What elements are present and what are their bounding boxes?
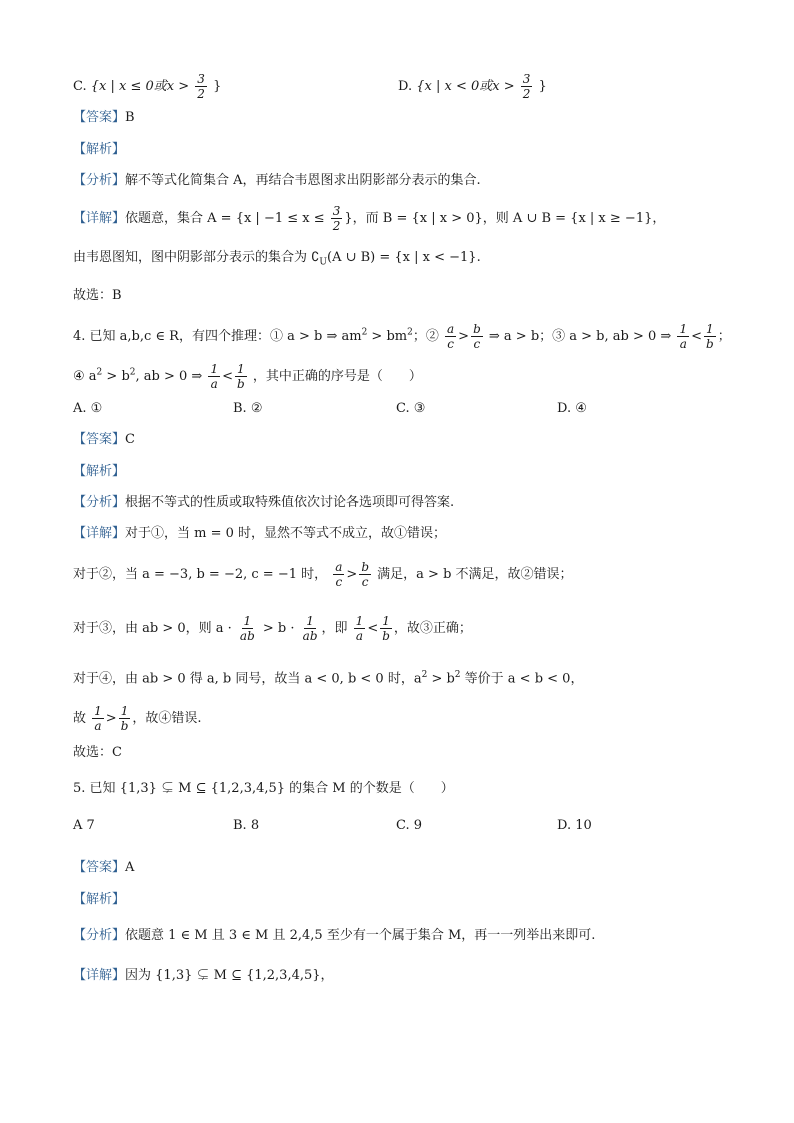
denominator: a <box>355 629 364 643</box>
answer-value: B <box>125 110 135 125</box>
numerator: 1 <box>243 614 252 628</box>
answer-tag: 【答案】 <box>73 110 126 125</box>
numerator: 3 <box>197 72 205 86</box>
q4-option-b: B. ② <box>233 401 263 416</box>
answer-tag: 【答案】 <box>73 860 126 875</box>
q4-xiangjie-3 <box>73 614 472 643</box>
xiangjie-text: }，而 B = {x | x > 0}，则 A ∪ B = {x | x ≥ −1}， <box>344 211 666 226</box>
fenxi-text: 依题意 1 ∈ M 且 3 ∈ M 且 2,4,5 至少有一个属于集合 M，再一一列举出来即可. <box>125 928 596 943</box>
numerator: 1 <box>210 362 219 376</box>
denominator: b <box>382 629 390 643</box>
xiangjie-text: 依题意，集合 A = {x | −1 ≤ x ≤ <box>125 211 325 226</box>
text: ，故④错误. <box>132 711 202 726</box>
fraction <box>208 362 220 391</box>
numerator: 3 <box>522 72 531 86</box>
subscript: U <box>319 257 327 268</box>
q3-fenxi <box>73 171 481 191</box>
fraction <box>354 614 366 643</box>
denominator: 2 <box>522 87 531 101</box>
q5-jiexi <box>73 890 125 910</box>
exponent: 2 <box>361 327 368 338</box>
q4-xiangjie-5 <box>73 704 202 733</box>
option-letter: C. <box>73 79 87 94</box>
denominator: a <box>94 719 102 733</box>
fraction <box>704 322 716 351</box>
q4-option-c: C. ③ <box>396 401 426 416</box>
q3-option-c <box>73 72 221 101</box>
q4-guxuan <box>73 743 122 763</box>
q5-stem <box>73 779 454 799</box>
fraction <box>359 560 371 589</box>
q4-option-d: D. ④ <box>557 401 587 416</box>
q5-option-d: D. 10 <box>557 818 592 833</box>
exponent: 2 <box>421 670 428 680</box>
denominator: 2 <box>332 219 341 233</box>
xiangjie-tag: 【详解】 <box>73 211 126 226</box>
fraction <box>331 204 343 233</box>
text: 对于④，由 ab > 0 得 a, b 同号，故当 a < 0, b < 0 时，a <box>73 671 422 687</box>
operator: > <box>346 567 358 582</box>
jiexi-tag: 【解析】 <box>73 892 126 907</box>
text: 满足，a > b 不满足，故②错误； <box>377 567 573 582</box>
q5-answer <box>73 858 134 878</box>
q4-answer <box>73 430 135 450</box>
brace: } <box>213 79 222 94</box>
denominator: 2 <box>197 87 205 101</box>
text: > b · <box>262 621 295 636</box>
q4-fenxi <box>73 493 454 513</box>
answer-tag: 【答案】 <box>73 432 126 447</box>
q3-line2 <box>73 248 481 273</box>
fraction <box>301 614 320 643</box>
text: > b <box>427 671 455 687</box>
exponent: 2 <box>407 327 413 338</box>
text: ⇒ a > b；③ a > b, ab > 0 ⇒ <box>488 329 672 344</box>
q3-guxuan <box>73 286 122 306</box>
numerator: b <box>473 322 481 336</box>
q5-fenxi <box>73 926 595 946</box>
denominator: c <box>447 337 454 351</box>
exponent: 2 <box>454 670 461 680</box>
q3-option-d <box>398 72 547 101</box>
q5-option-b: B. 8 <box>233 818 260 833</box>
fraction <box>119 704 131 733</box>
denominator: b <box>120 719 129 733</box>
fraction <box>380 614 392 643</box>
text: 4. 已知 a,b,c ∈ R，有四个推理：① a > b ⇒ am <box>73 329 362 344</box>
q5-option-c: C. 9 <box>396 818 423 833</box>
fenxi-text: 根据不等式的性质或取特殊值依次讨论各选项即可得答案. <box>125 495 455 510</box>
denominator: c <box>361 575 369 589</box>
q4-stem-line1 <box>73 322 731 351</box>
text: > bm <box>367 329 408 344</box>
denominator: c <box>335 575 343 589</box>
text: 故 <box>73 711 87 726</box>
fenxi-tag: 【分析】 <box>73 495 126 510</box>
exponent: 2 <box>129 367 136 378</box>
operator: < <box>367 621 379 636</box>
fraction <box>195 72 207 101</box>
denominator: ab <box>239 629 255 643</box>
text: ，其中正确的序号是（ ） <box>252 369 422 384</box>
text: (A ∪ B) = {x | x < −1}. <box>327 250 481 265</box>
numerator: b <box>361 560 370 574</box>
q4-stem-line2 <box>73 362 422 391</box>
fraction <box>471 322 483 351</box>
numerator: 1 <box>706 322 714 336</box>
operator: > <box>105 711 117 726</box>
numerator: 1 <box>679 322 688 336</box>
numerator: 3 <box>332 204 341 218</box>
q3-xiangjie <box>73 204 665 233</box>
fraction <box>521 72 533 101</box>
fenxi-tag: 【分析】 <box>73 928 126 943</box>
fraction <box>238 614 257 643</box>
q4-option-a: A. ① <box>73 401 103 416</box>
text: ； <box>717 329 731 344</box>
denominator: a <box>210 377 218 391</box>
jiexi-tag: 【解析】 <box>73 142 126 157</box>
xiangjie-tag: 【详解】 <box>73 968 126 983</box>
option-expr: {x | x ≤ 0或x > <box>90 79 190 94</box>
text: ，即 <box>321 621 348 636</box>
q5-xiangjie <box>73 966 334 986</box>
denominator: b <box>706 337 714 351</box>
text: ，故③正确； <box>393 621 472 636</box>
xiangjie-text: 因为 {1,3} ⊊ M ⊆ {1,2,3,4,5}， <box>125 968 334 983</box>
fenxi-text: 解不等式化简集合 A，再结合韦恩图求出阴影部分表示的集合. <box>125 173 481 188</box>
conclusion-text: 故选：C <box>73 745 122 760</box>
fraction <box>677 322 689 351</box>
text: ；② <box>412 329 439 344</box>
xiangjie-text: 对于①，当 m = 0 时，显然不等式不成立，故①错误； <box>125 526 447 541</box>
text: 对于③，由 ab > 0，则 a · <box>73 621 232 636</box>
numerator: 1 <box>120 704 129 718</box>
text: > b <box>102 369 130 384</box>
fraction <box>235 362 247 391</box>
operator: > <box>458 329 470 344</box>
exponent: 2 <box>96 367 103 378</box>
answer-value: C <box>125 432 135 447</box>
fraction <box>445 322 456 351</box>
operator: < <box>691 329 702 344</box>
text: 5. 已知 {1,3} ⊊ M ⊆ {1,2,3,4,5} 的集合 M 的个数是（ ） <box>73 781 454 796</box>
numerator: 1 <box>306 614 314 628</box>
denominator: ab <box>302 629 318 643</box>
conclusion-text: 故选：B <box>73 288 122 303</box>
q5-option-a: A 7 <box>73 818 95 833</box>
q4-jiexi <box>73 462 125 482</box>
numerator: 1 <box>355 614 364 628</box>
q3-answer <box>73 108 135 128</box>
denominator: c <box>473 337 481 351</box>
text: 由韦恩图知，图中阴影部分表示的集合为 ∁ <box>73 250 320 265</box>
q4-xiangjie-4 <box>73 665 583 689</box>
answer-value: A <box>125 860 135 875</box>
q3-jiexi <box>73 140 125 160</box>
brace: } <box>538 79 547 94</box>
option-expr: {x | x < 0或x > <box>416 79 515 94</box>
option-letter: D. <box>398 79 413 94</box>
numerator: a <box>447 322 455 336</box>
denominator: a <box>679 337 687 351</box>
text: 对于②，当 a = −3, b = −2, c = −1 时， <box>73 567 328 582</box>
fraction <box>333 560 344 589</box>
fraction <box>92 704 104 733</box>
text: ④ a <box>73 369 97 384</box>
numerator: a <box>335 560 343 574</box>
text: , ab > 0 ⇒ <box>135 369 203 384</box>
numerator: 1 <box>382 614 390 628</box>
numerator: 1 <box>237 362 245 376</box>
jiexi-tag: 【解析】 <box>73 464 126 479</box>
operator: < <box>222 369 233 384</box>
denominator: b <box>236 377 245 391</box>
xiangjie-tag: 【详解】 <box>73 526 126 541</box>
q4-xiangjie-1 <box>73 524 446 544</box>
text: 等价于 a < b < 0， <box>460 671 584 687</box>
q4-xiangjie-2 <box>73 560 573 589</box>
numerator: 1 <box>94 704 102 718</box>
fenxi-tag: 【分析】 <box>73 173 126 188</box>
